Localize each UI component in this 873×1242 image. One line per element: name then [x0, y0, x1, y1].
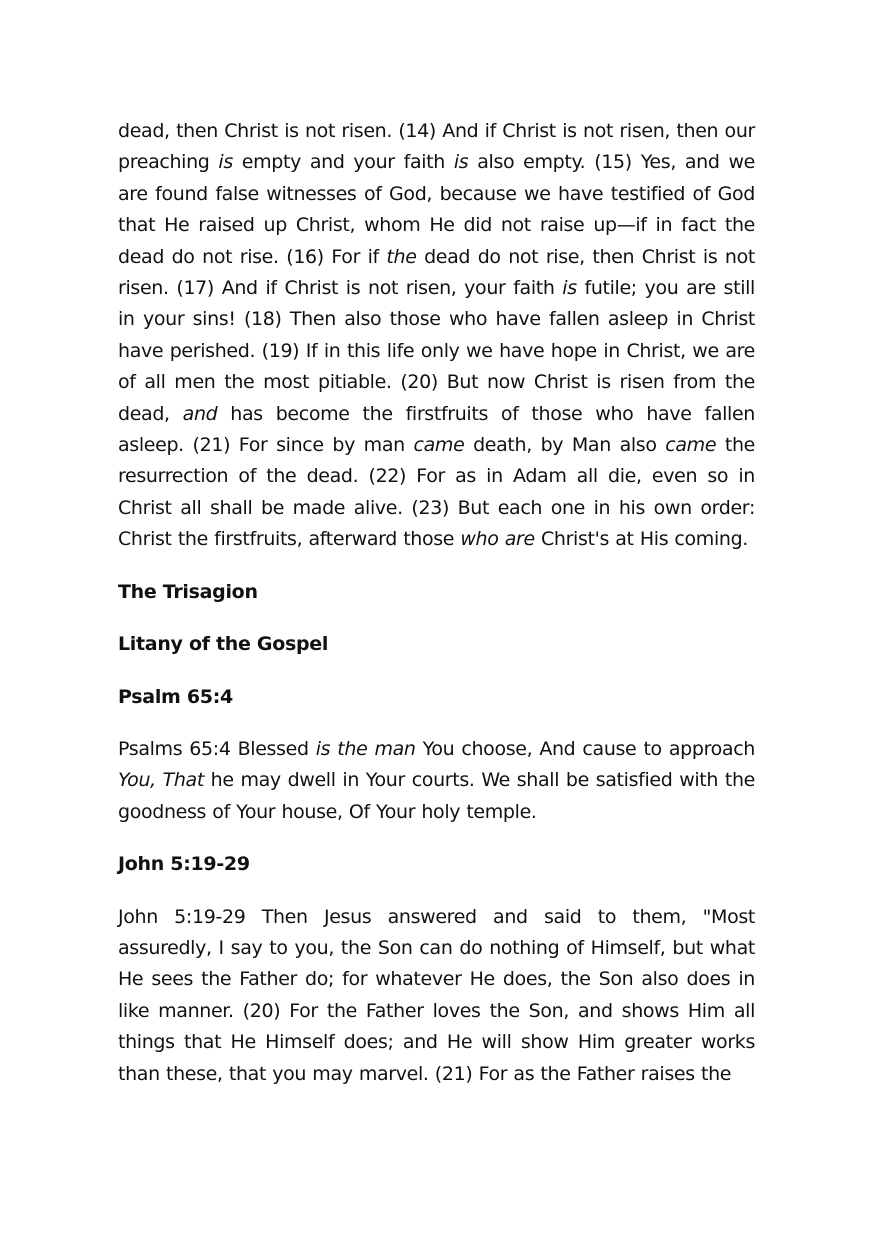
italic-run: came — [413, 434, 465, 457]
text-run: has become the firstfruits of those who have fallen asleep. (21) For since by man — [118, 402, 756, 457]
scripture-passage-john: John 5:19-29 Then Jesus answered and said to them, "Most assuredly, I say to you, the Son can do nothing of Himself, but what He sees the Father do; for whatever He does, the Son also does in like manner. (20) For the Father loves the Son, and shows Him all things that He Himself does; and He will show Him greater works than these, that you may marvel. (21) For as the Father raises the — [118, 905, 755, 1085]
italic-run: is — [562, 277, 577, 300]
italic-run: who are — [460, 528, 535, 551]
section-heading-john: John 5:19-29 — [118, 853, 250, 876]
spacer — [118, 881, 755, 902]
text-run: You choose, And cause to approach — [415, 737, 755, 760]
spacer — [118, 661, 755, 682]
document-page — [118, 116, 755, 1090]
spacer — [118, 608, 755, 629]
spacer — [118, 713, 755, 734]
section-heading-psalm: Psalm 65:4 — [118, 685, 233, 708]
italic-run: and — [182, 402, 218, 425]
italic-run: is — [453, 151, 469, 174]
scripture-passage-1-corinthians-15 — [118, 116, 755, 556]
text-run: dead, then Christ is not risen. (14) And if Christ is not risen, then our preaching — [118, 120, 755, 174]
italic-run: is — [218, 151, 233, 174]
text-run: futile; you are still in your sins! (18) Then also those who have fallen asleep in Christ have perished. (19) If in this life only we have hope in Christ, we are of all men the most pitiable. (20) But now Christ is risen from the dead, — [118, 277, 755, 425]
italic-run: came — [665, 434, 717, 457]
text-run: dead do not rise, then Christ is not risen. (17) And if Christ is not risen, your faith — [118, 245, 755, 300]
italic-run: the — [386, 245, 417, 268]
text-run: Psalms 65:4 Blessed — [118, 737, 316, 760]
text-run: death, by Man also — [464, 434, 666, 457]
section-heading-trisagion: The Trisagion — [118, 580, 258, 603]
italic-run: is the man — [315, 737, 416, 760]
italic-run: You, That — [118, 769, 204, 792]
text-run: he may dwell in Your courts. We shall be satisfied with the goodness of Your house, Of Your holy temple. — [118, 769, 755, 823]
text-run: also empty. (15) Yes, and we are found false witnesses of God, because we have testified of God that He raised up Christ, whom He did not raise up—if in fact the dead do not rise. (16) For if — [118, 151, 755, 268]
spacer — [118, 556, 755, 577]
text-run: empty and your faith — [232, 151, 454, 174]
text-run: the resurrection of the dead. (22) For as in Adam all die, even so in Christ all shall be made alive. (23) But each one in his own order: Christ the firstfruits, afterward those — [118, 434, 755, 551]
spacer — [118, 828, 755, 849]
section-heading-litany: Litany of the Gospel — [118, 633, 329, 656]
scripture-passage-psalm — [118, 734, 755, 828]
text-run: Christ's at His coming. — [534, 528, 748, 551]
